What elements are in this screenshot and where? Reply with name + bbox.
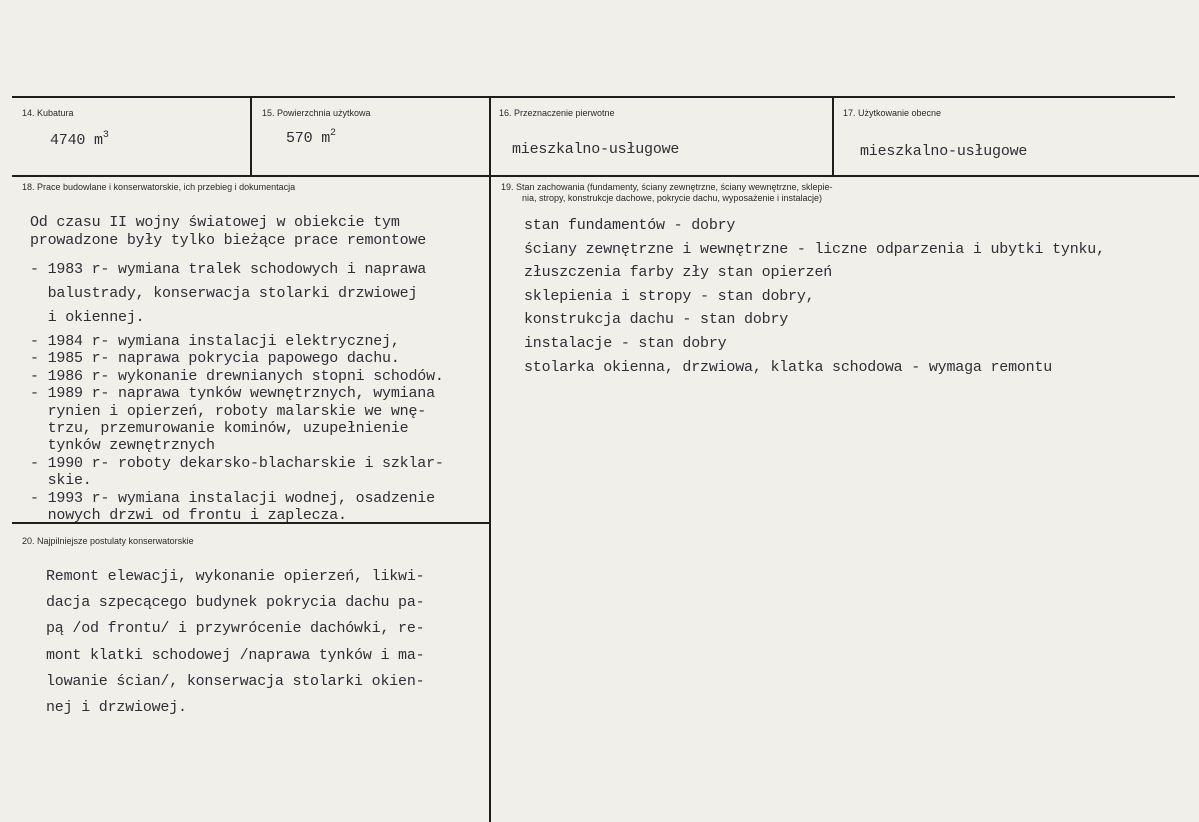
- text-line: - 1993 r- wymiana instalacji wodnej, osadzenie: [30, 489, 435, 507]
- field-19-label-line-1: 19. Stan zachowania (fundamenty, ściany zewnętrzne, ściany wewnętrzne, sklepie-: [501, 182, 833, 192]
- field-14-value: 4740 $m^3$: [50, 130, 109, 149]
- rule-v2: [489, 96, 491, 822]
- field-16-label: 16. Przeznaczenie pierwotne: [499, 108, 615, 118]
- text-line: Od czasu II wojny światowej w obiekcie tym: [30, 214, 400, 231]
- field-19-label-line-2: nia, stropy, konstrukcje dachowe, pokrycie dachu, wyposażenie i instalacje): [522, 193, 822, 203]
- field-18-intro: [30, 214, 426, 250]
- text-line: stan fundamentów - dobry: [524, 217, 736, 234]
- text-line: i okiennej.: [30, 309, 145, 326]
- text-line: balustrady, konserwacja stolarki drzwiowej: [30, 285, 418, 302]
- field-15-value: 570 $m^2$: [286, 128, 336, 147]
- text-line: - 1983 r- wymiana tralek schodowych i naprawa: [30, 261, 427, 278]
- text-line: ściany zewnętrzne i wewnętrzne - liczne odparzenia i ubytki tynku,: [524, 240, 1105, 258]
- rule-row1-bottom: [12, 175, 1199, 177]
- text-line: trzu, przemurowanie kominów, uzupełnienie: [30, 420, 409, 438]
- text-line: - 1989 r- naprawa tynków wewnętrznych, wymiana: [30, 385, 435, 403]
- field-17-label: 17. Użytkowanie obecne: [843, 108, 942, 118]
- text-line: pą /od frontu/ i przywrócenie dachówki, re-: [46, 620, 425, 638]
- text-line: dacja szpecącego budynek pokrycia dachu pa-: [46, 594, 425, 612]
- field-18-item-1983: [30, 258, 426, 330]
- rule-top: [12, 96, 1175, 98]
- text-line: nej i drzwiowej.: [46, 699, 187, 717]
- text-line: mont klatki schodowej /naprawa tynków i ma-: [46, 646, 425, 664]
- text-line: nowych drzwi od frontu i zaplecza.: [30, 507, 347, 525]
- field-14-label: 14. Kubatura: [22, 108, 74, 118]
- text-line: lowanie ścian/, konserwacja stolarki okien-: [46, 672, 425, 690]
- text-line: sklepienia i stropy - stan dobry,: [524, 287, 815, 305]
- text-line: stolarka okienna, drzwiowa, klatka schodowa - wymaga remontu: [524, 358, 1053, 376]
- field-16-value: mieszkalno-usługowe: [512, 141, 680, 158]
- field-17-value: mieszkalno-usługowe: [860, 143, 1028, 160]
- field-15-label: 15. Powierzchnia użytkowa: [262, 108, 371, 118]
- text-line: rynien i opierzeń, roboty malarskie we wnę-: [30, 402, 427, 420]
- field-20-content: [46, 564, 424, 721]
- field-18-label: 18. Prace budowlane i konserwatorskie, ich przebieg i dokumentacja: [22, 182, 296, 192]
- text-line: tynków zewnętrznych: [30, 437, 215, 455]
- text-line: - 1984 r- wymiana instalacji elektrycznej,: [30, 333, 400, 350]
- text-line: - 1985 r- naprawa pokrycia papowego dachu.: [30, 350, 400, 368]
- field-20-label: 20. Najpilniejsze postulaty konserwatorskie: [22, 536, 194, 546]
- text-line: - 1986 r- wykonanie drewnianych stopni schodów.: [30, 367, 444, 385]
- text-line: - 1990 r- roboty dekarsko-blacharskie i szklar-: [30, 454, 444, 472]
- text-line: skie.: [30, 472, 92, 490]
- text-line: Remont elewacji, wykonanie opierzeń, likwi-: [46, 568, 425, 585]
- field-19-content: [524, 214, 1105, 379]
- text-line: prowadzone były tylko bieżące prace remontowe: [30, 232, 427, 249]
- field-18-later-items: [30, 333, 444, 524]
- rule-v3: [832, 96, 834, 176]
- text-line: konstrukcja dachu - stan dobry: [524, 311, 789, 329]
- rule-v1: [250, 96, 252, 176]
- text-line: instalacje - stan dobry: [524, 334, 727, 352]
- text-line: złuszczenia farby zły stan opierzeń: [524, 264, 833, 282]
